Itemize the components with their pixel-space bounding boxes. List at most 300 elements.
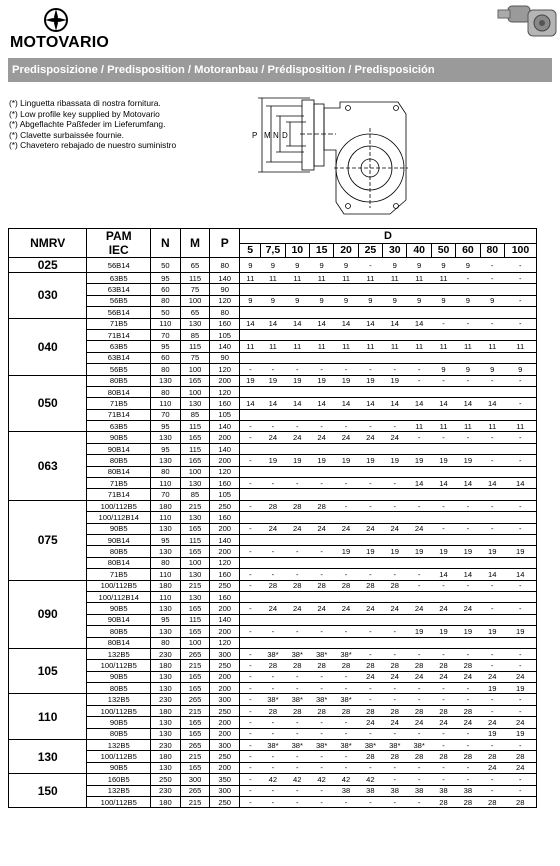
cell-d-1: - (261, 762, 285, 773)
note-it: (*) Linguetta ribassata di nostra fornitura. (9, 98, 161, 108)
cell-d-2: 24 (285, 432, 309, 443)
cell-d-7 (407, 591, 431, 602)
cell-d-0 (240, 307, 261, 318)
cell-d-11: - (504, 740, 536, 751)
cell-d-10 (480, 329, 504, 340)
cell-iec: 56B14 (87, 258, 151, 273)
cell-iec: 80B5 (87, 626, 151, 637)
cell-d-10: - (480, 455, 504, 466)
cell-d-6 (383, 386, 407, 397)
cell-d-11: - (504, 295, 536, 306)
table-header (9, 229, 537, 258)
cell-d-4 (334, 512, 358, 523)
cell-d-7: 11 (407, 273, 431, 284)
table-row (9, 728, 537, 739)
cell-p: 120 (210, 466, 240, 477)
cell-d-9: 11 (456, 341, 480, 352)
cell-n: 80 (151, 557, 181, 568)
cell-d-2: - (285, 762, 309, 773)
label-d: D (282, 131, 288, 140)
cell-p: 200 (210, 683, 240, 694)
cell-d-2: - (285, 364, 309, 375)
cell-d-9 (456, 614, 480, 625)
cell-d-11: - (504, 500, 536, 511)
cell-d-5: 19 (358, 546, 382, 557)
cell-m: 265 (180, 648, 210, 659)
cell-p: 250 (210, 580, 240, 591)
cell-d-11 (504, 614, 536, 625)
cell-iec: 80B14 (87, 466, 151, 477)
cell-d-1: 19 (261, 375, 285, 386)
cell-d-11 (504, 489, 536, 500)
cell-d-10: 24 (480, 762, 504, 773)
cell-d-1: - (261, 569, 285, 580)
cell-d-10: 9 (480, 364, 504, 375)
cell-d-2 (285, 637, 309, 648)
cell-m: 130 (180, 398, 210, 409)
table-row (9, 409, 537, 420)
cell-d-5: 24 (358, 717, 382, 728)
cell-d-1 (261, 534, 285, 545)
cell-iec: 71B14 (87, 329, 151, 340)
cell-d-6: - (383, 626, 407, 637)
cell-d-11: 19 (504, 683, 536, 694)
cell-d-3: 11 (309, 341, 333, 352)
cell-m: 215 (180, 500, 210, 511)
cell-p: 90 (210, 284, 240, 295)
cell-d-6: 28 (383, 660, 407, 671)
cell-d-3: - (309, 717, 333, 728)
cell-n: 60 (151, 352, 181, 363)
cell-d-10: - (480, 580, 504, 591)
cell-d-3 (309, 614, 333, 625)
cell-d-4 (334, 489, 358, 500)
cell-d-9: 38 (456, 785, 480, 796)
cell-d-7: 14 (407, 398, 431, 409)
cell-d-1: - (261, 478, 285, 489)
cell-d-11 (504, 409, 536, 420)
cell-d-5: 38* (358, 740, 382, 751)
table-row (9, 273, 537, 284)
cell-d-3: 38* (309, 740, 333, 751)
cell-d-11: - (504, 375, 536, 386)
cell-d-6: 38 (383, 785, 407, 796)
cell-d-7: - (407, 762, 431, 773)
cell-d-6 (383, 637, 407, 648)
cell-d-4 (334, 386, 358, 397)
cell-d-0 (240, 443, 261, 454)
cell-d-10: - (480, 694, 504, 705)
cell-d-9 (456, 534, 480, 545)
table-row (9, 569, 537, 580)
cell-d-5 (358, 512, 382, 523)
cell-d-6: - (383, 648, 407, 659)
cell-d-3: 28 (309, 705, 333, 716)
cell-d-10: 19 (480, 683, 504, 694)
cell-iec: 100/112B5 (87, 660, 151, 671)
cell-d-3 (309, 591, 333, 602)
cell-d-6: 14 (383, 318, 407, 329)
table-row (9, 352, 537, 363)
cell-d-10 (480, 443, 504, 454)
note-fr: (*) Clavette surbaissée fournie. (9, 129, 124, 140)
cell-d-10: - (480, 318, 504, 329)
cell-d-10 (480, 284, 504, 295)
cell-d-1: 28 (261, 660, 285, 671)
header-p: P (210, 229, 240, 258)
cell-d-6: 28 (383, 580, 407, 591)
brand-name: MOTOVARIO (10, 34, 109, 51)
cell-d-8 (431, 352, 455, 363)
cell-d-6 (383, 443, 407, 454)
cell-d-6 (383, 557, 407, 568)
cell-d-11: 19 (504, 546, 536, 557)
cell-d-5 (358, 534, 382, 545)
cell-d-3: 19 (309, 455, 333, 466)
cell-d-9: - (456, 694, 480, 705)
cell-d-11: 9 (504, 364, 536, 375)
table-row (9, 489, 537, 500)
cell-d-3: - (309, 785, 333, 796)
cell-d-5 (358, 409, 382, 420)
header-nmrv: NMRV (9, 229, 87, 258)
cell-d-7 (407, 409, 431, 420)
table-row (9, 580, 537, 591)
cell-p: 140 (210, 614, 240, 625)
cell-p: 200 (210, 523, 240, 534)
cell-d-5: 24 (358, 432, 382, 443)
cell-iec: 80B5 (87, 375, 151, 386)
cell-d-9: 11 (456, 421, 480, 432)
cell-d-2: 28 (285, 705, 309, 716)
table-row (9, 705, 537, 716)
cell-d-1: 42 (261, 774, 285, 785)
cell-d-4: 11 (334, 273, 358, 284)
cell-d-8: - (431, 648, 455, 659)
cell-d-6: 11 (383, 273, 407, 284)
nmrv-size: 130 (9, 740, 87, 774)
cell-d-3: - (309, 728, 333, 739)
section-title-banner: Predisposizione / Predisposition / Motoranbau / Prédisposition / Predisposición (8, 58, 552, 82)
cell-d-10 (480, 557, 504, 568)
cell-d-6: 38* (383, 740, 407, 751)
cell-d-8 (431, 534, 455, 545)
cell-d-5: 24 (358, 671, 382, 682)
cell-n: 80 (151, 295, 181, 306)
cell-d-5: 14 (358, 318, 382, 329)
cell-d-6: 14 (383, 398, 407, 409)
cell-d-4: 24 (334, 603, 358, 614)
cell-d-0: 14 (240, 318, 261, 329)
cell-d-1 (261, 386, 285, 397)
cell-d-4: - (334, 796, 358, 807)
cell-d-4 (334, 637, 358, 648)
cell-d-7: - (407, 774, 431, 785)
cell-d-10 (480, 591, 504, 602)
cell-d-2 (285, 386, 309, 397)
header-d-0: 5 (240, 243, 261, 258)
cell-d-10 (480, 307, 504, 318)
cell-iec: 160B5 (87, 774, 151, 785)
cell-d-6: 9 (383, 295, 407, 306)
cell-m: 100 (180, 364, 210, 375)
cell-d-0: - (240, 580, 261, 591)
nmrv-size: 075 (9, 500, 87, 580)
cell-d-10: - (480, 740, 504, 751)
cell-d-10: 11 (480, 341, 504, 352)
cell-d-2: 24 (285, 523, 309, 534)
cell-m: 130 (180, 512, 210, 523)
cell-p: 140 (210, 273, 240, 284)
cell-d-1: - (261, 751, 285, 762)
cell-d-6: - (383, 478, 407, 489)
cell-d-8 (431, 557, 455, 568)
cell-d-7: 38* (407, 740, 431, 751)
cell-d-11: - (504, 705, 536, 716)
cell-d-3: 38* (309, 648, 333, 659)
cell-iec: 71B14 (87, 409, 151, 420)
cell-d-5: - (358, 364, 382, 375)
cell-d-8: - (431, 500, 455, 511)
cell-d-2: - (285, 717, 309, 728)
cell-d-5 (358, 329, 382, 340)
cell-iec: 56B5 (87, 295, 151, 306)
cell-p: 160 (210, 512, 240, 523)
table-row (9, 614, 537, 625)
cell-n: 110 (151, 591, 181, 602)
cell-iec: 80B5 (87, 455, 151, 466)
cell-m: 115 (180, 421, 210, 432)
cell-d-11: - (504, 785, 536, 796)
nmrv-size: 050 (9, 375, 87, 432)
table-row (9, 329, 537, 340)
cell-d-5: - (358, 683, 382, 694)
cell-m: 300 (180, 774, 210, 785)
cell-d-5: 28 (358, 705, 382, 716)
cell-d-8 (431, 307, 455, 318)
header-d-6: 30 (383, 243, 407, 258)
cell-d-9: 19 (456, 455, 480, 466)
cell-d-8: - (431, 762, 455, 773)
cell-m: 130 (180, 318, 210, 329)
header-pam: PAM (105, 229, 132, 243)
cell-d-4 (334, 329, 358, 340)
cell-d-9: 28 (456, 660, 480, 671)
cell-m: 165 (180, 603, 210, 614)
cell-d-0: - (240, 762, 261, 773)
cell-d-8 (431, 591, 455, 602)
cell-m: 115 (180, 534, 210, 545)
cell-d-0: - (240, 648, 261, 659)
cell-d-10: - (480, 375, 504, 386)
cell-d-1: - (261, 796, 285, 807)
cell-iec: 80B14 (87, 557, 151, 568)
cell-d-2: - (285, 421, 309, 432)
cell-d-4: 38* (334, 648, 358, 659)
cell-d-0: - (240, 671, 261, 682)
cell-d-3: - (309, 683, 333, 694)
cell-d-1 (261, 614, 285, 625)
cell-d-5: 24 (358, 603, 382, 614)
cell-d-1: 28 (261, 705, 285, 716)
cell-d-6 (383, 534, 407, 545)
cell-p: 200 (210, 375, 240, 386)
cell-d-3 (309, 329, 333, 340)
cell-d-1 (261, 512, 285, 523)
cell-n: 80 (151, 386, 181, 397)
cell-n: 50 (151, 307, 181, 318)
cell-d-9 (456, 512, 480, 523)
cell-n: 95 (151, 341, 181, 352)
footnotes (9, 98, 176, 151)
cell-d-0: - (240, 569, 261, 580)
cell-d-4 (334, 557, 358, 568)
cell-iec: 63B5 (87, 421, 151, 432)
table-row (9, 717, 537, 728)
cell-d-9: 14 (456, 569, 480, 580)
cell-m: 215 (180, 796, 210, 807)
cell-d-9: - (456, 774, 480, 785)
cell-d-0: 11 (240, 273, 261, 284)
cell-d-7: - (407, 694, 431, 705)
cell-d-11 (504, 466, 536, 477)
cell-d-8 (431, 386, 455, 397)
cell-d-8: 24 (431, 603, 455, 614)
cell-p: 160 (210, 318, 240, 329)
nmrv-size: 110 (9, 694, 87, 740)
cell-d-0: 11 (240, 341, 261, 352)
nmrv-size: 025 (9, 258, 87, 273)
cell-d-6: - (383, 500, 407, 511)
cell-d-3 (309, 307, 333, 318)
cell-d-8: - (431, 375, 455, 386)
cell-n: 70 (151, 329, 181, 340)
cell-d-11 (504, 637, 536, 648)
cell-d-0: - (240, 603, 261, 614)
cell-iec: 90B14 (87, 443, 151, 454)
cell-n: 95 (151, 273, 181, 284)
table-row (9, 603, 537, 614)
cell-d-4: - (334, 728, 358, 739)
cell-iec: 90B5 (87, 762, 151, 773)
cell-d-5: 19 (358, 455, 382, 466)
header-d-5: 25 (358, 243, 382, 258)
cell-m: 85 (180, 329, 210, 340)
cell-d-11: 24 (504, 717, 536, 728)
cell-n: 110 (151, 318, 181, 329)
cell-m: 165 (180, 717, 210, 728)
cell-d-6: - (383, 728, 407, 739)
header-d-2: 10 (285, 243, 309, 258)
cell-p: 200 (210, 626, 240, 637)
cell-d-2: - (285, 671, 309, 682)
cell-n: 130 (151, 546, 181, 557)
table-row (9, 364, 537, 375)
cell-iec: 71B5 (87, 569, 151, 580)
cell-d-11: - (504, 432, 536, 443)
flange-technical-drawing (240, 90, 410, 220)
cell-d-7: - (407, 728, 431, 739)
cell-d-5: - (358, 478, 382, 489)
cell-d-3: 14 (309, 398, 333, 409)
cell-d-2: - (285, 478, 309, 489)
cell-n: 230 (151, 648, 181, 659)
cell-d-3: 24 (309, 523, 333, 534)
cell-d-2: 14 (285, 318, 309, 329)
cell-d-2: 11 (285, 273, 309, 284)
cell-d-5: 28 (358, 660, 382, 671)
cell-d-0: - (240, 694, 261, 705)
cell-p: 80 (210, 307, 240, 318)
cell-d-5 (358, 614, 382, 625)
cell-d-6 (383, 329, 407, 340)
cell-d-2 (285, 489, 309, 500)
cell-d-0: - (240, 740, 261, 751)
header-d-10: 80 (480, 243, 504, 258)
cell-d-3: - (309, 671, 333, 682)
cell-d-2: 19 (285, 455, 309, 466)
cell-p: 120 (210, 557, 240, 568)
cell-d-5 (358, 352, 382, 363)
cell-d-2: 38* (285, 648, 309, 659)
cell-d-5: 28 (358, 580, 382, 591)
cell-d-4 (334, 614, 358, 625)
cell-d-9: - (456, 762, 480, 773)
cell-p: 140 (210, 341, 240, 352)
cell-d-8: - (431, 683, 455, 694)
cell-d-9: 19 (456, 626, 480, 637)
cell-d-5 (358, 443, 382, 454)
cell-d-1: 11 (261, 273, 285, 284)
cell-d-0: - (240, 626, 261, 637)
cell-iec: 100/112B5 (87, 705, 151, 716)
cell-d-1: 14 (261, 318, 285, 329)
cell-p: 140 (210, 421, 240, 432)
cell-d-5: - (358, 258, 382, 273)
cell-d-8: 9 (431, 364, 455, 375)
cell-d-10: 19 (480, 626, 504, 637)
cell-d-0 (240, 637, 261, 648)
cell-d-9: 28 (456, 796, 480, 807)
table-row (9, 774, 537, 785)
cell-n: 80 (151, 364, 181, 375)
cell-p: 200 (210, 455, 240, 466)
cell-n: 95 (151, 534, 181, 545)
cell-d-1: - (261, 626, 285, 637)
cell-d-11: - (504, 318, 536, 329)
cell-d-0 (240, 329, 261, 340)
cell-d-6: 19 (383, 546, 407, 557)
cell-p: 105 (210, 329, 240, 340)
cell-d-4: - (334, 478, 358, 489)
cell-d-10: - (480, 273, 504, 284)
cell-d-10: 19 (480, 728, 504, 739)
cell-m: 215 (180, 660, 210, 671)
cell-m: 85 (180, 409, 210, 420)
table-row (9, 295, 537, 306)
cell-d-2: 19 (285, 375, 309, 386)
cell-iec: 132B5 (87, 785, 151, 796)
cell-d-1: - (261, 785, 285, 796)
cell-d-2 (285, 352, 309, 363)
table-row (9, 557, 537, 568)
cell-d-10: 14 (480, 478, 504, 489)
cell-d-10: 19 (480, 546, 504, 557)
cell-d-1: - (261, 671, 285, 682)
cell-d-2: 11 (285, 341, 309, 352)
cell-d-8: 28 (431, 660, 455, 671)
cell-d-7 (407, 466, 431, 477)
